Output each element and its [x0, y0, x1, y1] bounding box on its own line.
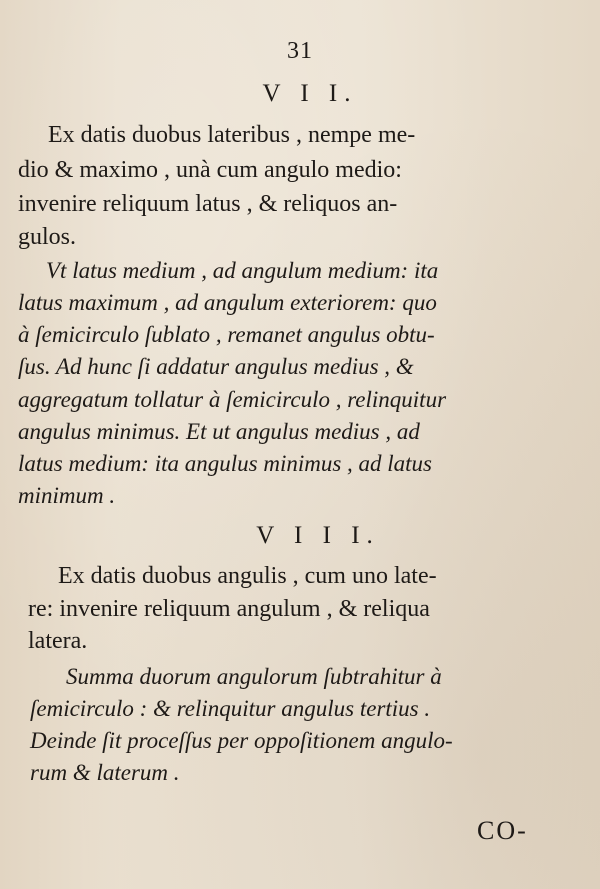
catchword: CO-: [477, 816, 528, 845]
statement-line: latera.: [28, 628, 88, 654]
solution-line: ſemicirculo : & relinquitur angulus tertius .: [30, 696, 431, 721]
statement-line: Ex datis duobus angulis , cum uno late-: [58, 563, 437, 589]
solution-line: minimum .: [18, 483, 116, 508]
section-heading-vii: V I I.: [262, 80, 358, 107]
solution-line: angulus minimus. Et ut angulus medius , ad: [18, 419, 420, 444]
solution-line: aggregatum tollatur à ſemicirculo , relinquitur: [18, 387, 447, 412]
solution-line: rum & laterum .: [30, 760, 180, 785]
statement-line: invenire reliquum latus , & reliquos an-: [18, 191, 398, 217]
solution-line: latus maximum , ad angulum exteriorem: quo: [18, 290, 437, 315]
solution-line: Vt latus medium , ad angulum medium: ita: [46, 258, 439, 283]
solution-line: ſus. Ad hunc ſi addatur angulus medius , &: [18, 354, 414, 379]
solution-line: Deinde ſit proceſſus per oppoſitionem angulo-: [30, 728, 453, 753]
solution-line: latus medium: ita angulus minimus , ad latus: [18, 451, 433, 476]
statement-line: gulos.: [18, 224, 77, 250]
statement-line: re: invenire reliquum angulum , & reliqua: [28, 596, 430, 622]
statement-line: dio & maximo , unà cum angulo medio:: [18, 157, 402, 183]
solution-line: Summa duorum angulorum ſubtrahitur à: [66, 664, 442, 689]
section-heading-viii: V I I I.: [256, 522, 380, 549]
page-number: 31: [287, 38, 313, 64]
solution-line: à ſemicirculo ſublato , remanet angulus obtu-: [18, 322, 435, 347]
statement-line: Ex datis duobus lateribus , nempe me-: [48, 122, 416, 148]
